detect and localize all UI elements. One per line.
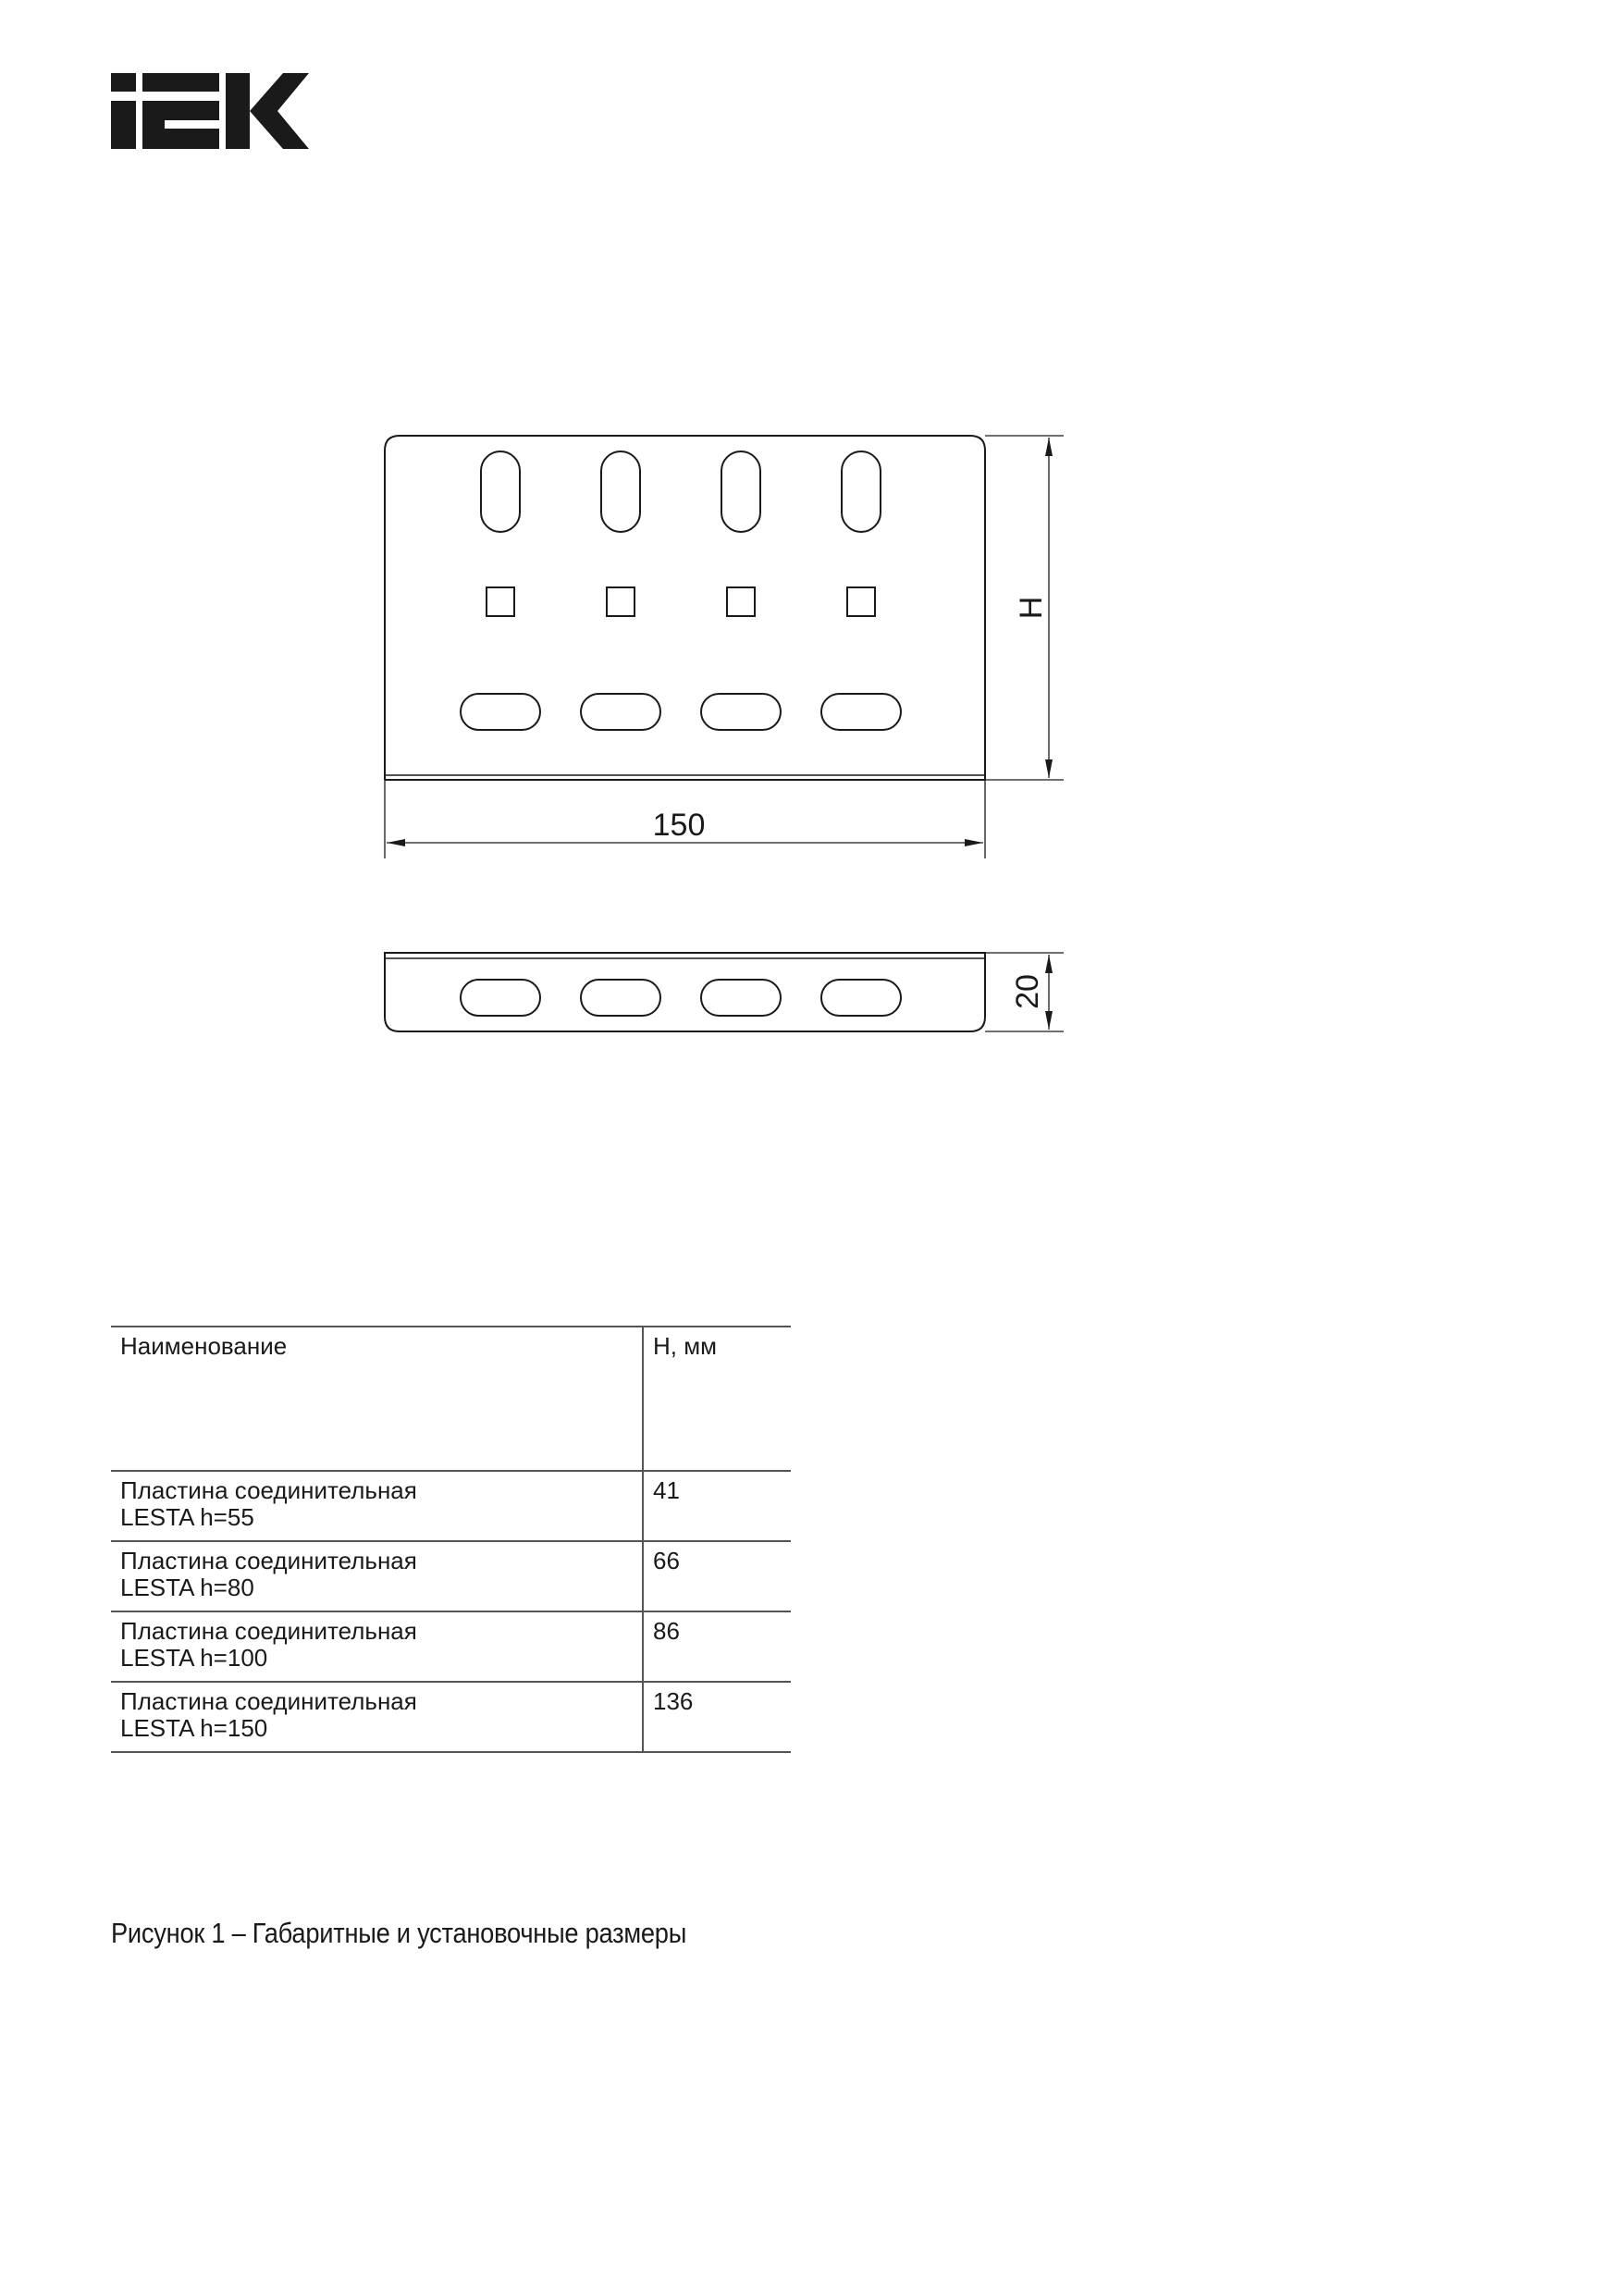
cell-name: [111, 1471, 643, 1541]
figure-caption: Рисунок 1 – Габаритные и установочные размеры: [111, 1917, 687, 1949]
horizontal-slots: [461, 694, 901, 730]
cell-name-line1: Пластина соединительная: [120, 1547, 417, 1574]
header-h: H, мм: [643, 1327, 791, 1471]
cell-name-line2: LESTA h=55: [120, 1503, 254, 1531]
height-dimension-label: H: [1014, 596, 1049, 620]
cell-h: 86: [643, 1611, 791, 1682]
table-row: [111, 1682, 791, 1752]
cell-name-line2: LESTA h=80: [120, 1574, 254, 1601]
vertical-slot: [481, 451, 520, 532]
horizontal-slot: [461, 694, 540, 730]
side-horizontal-slot: [461, 980, 540, 1016]
cell-name-line2: LESTA h=150: [120, 1714, 268, 1742]
square-hole: [487, 587, 514, 616]
cell-h: 41: [643, 1471, 791, 1541]
side-horizontal-slots: [461, 980, 901, 1016]
cell-h: 66: [643, 1541, 791, 1611]
table-header-row: [111, 1327, 791, 1471]
width-dimension-label: 150: [652, 808, 706, 843]
spec-table: [111, 1326, 791, 1753]
table-row: [111, 1471, 791, 1541]
horizontal-slot: [581, 694, 660, 730]
cell-name-line2: LESTA h=100: [120, 1644, 268, 1672]
square-hole: [847, 587, 875, 616]
vertical-slot: [842, 451, 881, 532]
vertical-slot: [601, 451, 640, 532]
cell-name-line1: Пластина соединительная: [120, 1476, 417, 1504]
square-hole: [727, 587, 755, 616]
cell-name-line1: Пластина соединительная: [120, 1687, 417, 1715]
square-hole: [607, 587, 635, 616]
cell-name: [111, 1541, 643, 1611]
table-row: [111, 1611, 791, 1682]
side-height-dimension-label: 20: [1010, 974, 1045, 1009]
table-row: [111, 1541, 791, 1611]
horizontal-slot: [821, 694, 901, 730]
vertical-slots: [481, 451, 881, 532]
side-horizontal-slot: [821, 980, 901, 1016]
side-horizontal-slot: [701, 980, 781, 1016]
side-horizontal-slot: [581, 980, 660, 1016]
cell-name-line1: Пластина соединительная: [120, 1617, 417, 1645]
header-name: Наименование: [111, 1327, 643, 1471]
side-plate-outline: [385, 953, 985, 1031]
technical-drawing: [0, 0, 1614, 1110]
front-plate-outline: [385, 436, 985, 780]
cell-name: [111, 1611, 643, 1682]
horizontal-slot: [701, 694, 781, 730]
cell-name: [111, 1682, 643, 1752]
vertical-slot: [721, 451, 760, 532]
square-holes: [487, 587, 875, 616]
cell-h: 136: [643, 1682, 791, 1752]
